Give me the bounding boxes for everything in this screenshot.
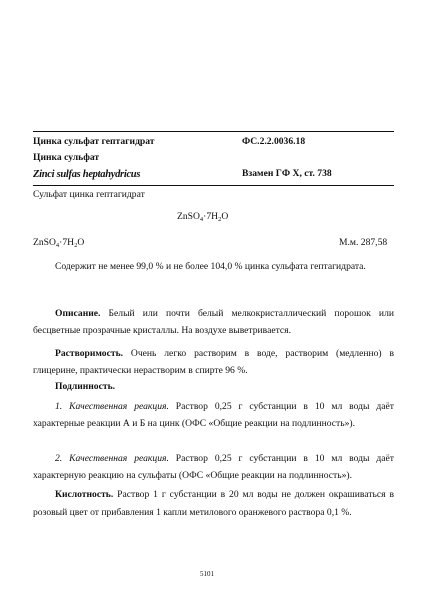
identity-item-2 [33, 450, 394, 484]
description-text: Белый или почти белый мелкокристаллический порошок или бесцветные прозрачные кристаллы. На воздухе выветривается. [33, 308, 394, 336]
identity-item-1 [33, 398, 394, 432]
formula-subscript: 4 [199, 216, 204, 223]
short-name: Цинка сульфат [33, 152, 100, 163]
identity-heading: Подлинность. [55, 381, 116, 392]
fs-number: ФС.2.2.0036.18 [242, 136, 306, 147]
description-section [33, 305, 394, 339]
formula-subscript: 2 [74, 242, 78, 249]
replaces-note: Взамен ГФ X, ст. 738 [242, 168, 332, 179]
formula-part: O [221, 211, 229, 222]
formula-part: ·7H [59, 237, 75, 248]
solubility-text: Очень легко растворим в воде, растворим (медленно) в глицерине, практически нерастворим в спирте 96 %. [33, 348, 394, 376]
molar-mass: М.м. 287,58 [339, 237, 388, 248]
acidity-label: Кислотность. [55, 489, 114, 500]
content-statement: Содержит не менее 99,0 % и не более 104,0 % цинка сульфата гептагидрата. [55, 261, 366, 272]
formula-part: ·7H [203, 211, 219, 222]
identity-item-2-text: Раствор 0,25 г субстанции в 10 мл воды даёт характерную реакцию на сульфаты (ОФС «Общие реакции на подлинность»). [33, 453, 394, 481]
monograph-title: Цинка сульфат гептагидрат [33, 136, 155, 147]
acidity-section [33, 486, 394, 522]
structural-formula [177, 211, 228, 223]
chemical-name: Сульфат цинка гептагидрат [33, 189, 145, 200]
identity-item-2-label: 2. Качественная реакция. [55, 453, 169, 464]
formula-part: ZnSO [177, 211, 200, 222]
header-top-rule [33, 131, 394, 132]
formula-subscript: 4 [55, 242, 60, 249]
molecular-formula [33, 237, 84, 249]
page-number: 5101 [200, 570, 214, 578]
identity-item-1-label: 1. Качественная реакция. [55, 401, 169, 412]
formula-part: O [77, 237, 85, 248]
description-label: Описание. [55, 308, 101, 319]
solubility-section [33, 345, 394, 379]
latin-name: Zinci sulfas heptahydricus [33, 169, 141, 180]
formula-part: ZnSO [33, 237, 56, 248]
formula-subscript: 2 [218, 216, 222, 223]
header-bottom-rule [33, 185, 394, 186]
acidity-text: Раствор 1 г субстанции в 20 мл воды не должен окрашиваться в розовый цвет от прибавления 1 капли метилового оранжевого раствора 0,1 %. [33, 489, 394, 518]
solubility-label: Растворимость. [55, 348, 124, 359]
identity-item-1-text: Раствор 0,25 г субстанции в 10 мл воды даёт характерные реакции А и Б на цинк (ОФС «Общие реакции на подлинность»). [33, 401, 394, 429]
